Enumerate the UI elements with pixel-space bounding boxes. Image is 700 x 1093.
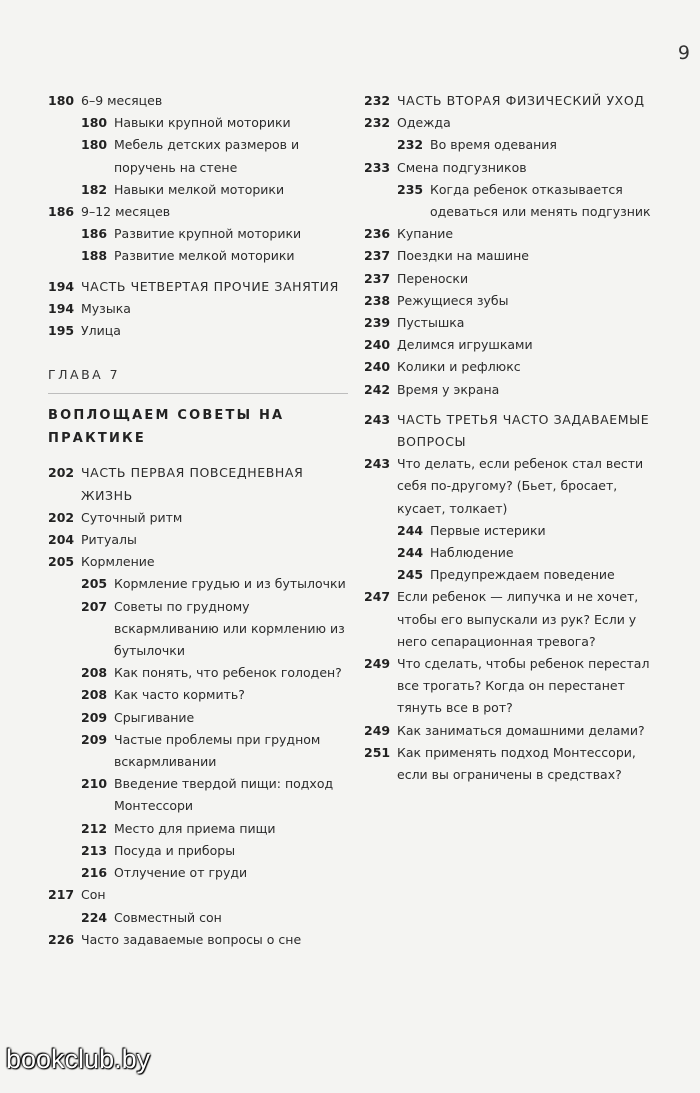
toc-right-column [364, 90, 664, 786]
toc-page-number: 205 [81, 576, 108, 592]
toc-entry [48, 90, 348, 112]
toc-entry-title: Предупреждаем поведение [430, 567, 615, 583]
toc-entry-title: Сон [81, 887, 106, 903]
toc-entry-title: Как часто кормить? [114, 687, 245, 703]
toc-entry-title: ЧАСТЬ ВТОРАЯ ФИЗИЧЕСКИЙ УХОД [397, 93, 645, 108]
toc-page-number: 240 [364, 337, 391, 353]
toc-entry-title: Если ребенок — липучка и не хочет, чтобы его выпускали из рук? Если у него сепарационная тревога? [397, 589, 639, 649]
toc-entry [364, 653, 664, 720]
toc-entry [364, 268, 664, 290]
toc-page-number: 207 [81, 598, 108, 614]
toc-entry [364, 586, 664, 653]
toc-page-number: 235 [397, 181, 424, 197]
toc-entry [48, 529, 348, 551]
chapter-label: ГЛАВА 7 [48, 364, 348, 394]
toc-page-number: 188 [81, 248, 108, 264]
toc-entry-title: Когда ребенок отказывается одеваться или менять подгузник [430, 181, 651, 220]
toc-entry [48, 573, 348, 595]
toc-page-number: 226 [48, 931, 75, 947]
toc-entry-title: Время у экрана [397, 381, 500, 397]
toc-entry [48, 134, 348, 178]
toc-entry [364, 223, 664, 245]
toc-entry [48, 596, 348, 663]
toc-entry-title: Мебель детских размеров и поручень на стене [114, 137, 300, 175]
toc-entry [48, 201, 348, 223]
toc-page-number: 186 [81, 226, 108, 242]
spacer [364, 401, 664, 409]
toc-page-number: 186 [48, 204, 75, 220]
toc-entry [48, 773, 348, 817]
toc-entry-title: Частые проблемы при грудном вскармливании [114, 731, 321, 770]
toc-entry [48, 840, 348, 862]
toc-entry [364, 564, 664, 586]
toc-entry [48, 707, 348, 729]
toc-entry [364, 134, 664, 156]
toc-entry-title: Навыки крупной моторики [114, 115, 291, 131]
toc-page-number: 245 [397, 567, 424, 583]
toc-page-number: 243 [364, 456, 391, 472]
toc-page-number: 244 [397, 545, 424, 561]
toc-entry-title: Колики и рефлюкс [397, 359, 521, 375]
toc-entry-title: Развитие крупной моторики [114, 226, 302, 242]
toc-page-number: 232 [364, 115, 391, 131]
toc-entry [364, 112, 664, 134]
toc-entry [48, 907, 348, 929]
toc-entry-title: Переноски [397, 270, 469, 286]
toc-entry [364, 453, 664, 520]
chapter-title: ВОПЛОЩАЕМ СОВЕТЫ НА ПРАКТИКЕ [48, 408, 285, 447]
toc-page-number: 194 [48, 300, 75, 316]
toc-entry-title: Делимся игрушками [397, 337, 533, 353]
toc-entry-title: Наблюдение [430, 545, 514, 561]
toc-page-number: 251 [364, 744, 391, 760]
toc-page-number: 212 [81, 820, 108, 836]
toc-page-number: 216 [81, 865, 108, 881]
toc-entry [364, 520, 664, 542]
toc-page-number: 213 [81, 842, 108, 858]
toc-entry [364, 290, 664, 312]
toc-entry-title: Первые истерики [430, 522, 546, 538]
toc-page-number: 239 [364, 315, 391, 331]
toc-entry [364, 742, 664, 786]
toc-entry-title: Одежда [397, 115, 451, 131]
toc-entry [48, 662, 348, 684]
toc-page-number: 182 [81, 181, 108, 197]
toc-entry [364, 312, 664, 334]
toc-page-number: 195 [48, 323, 75, 339]
toc-entry-title: Отлучение от груди [114, 865, 248, 881]
toc-entry [48, 507, 348, 529]
toc-part-entry [48, 462, 348, 506]
toc-entry-title: Что делать, если ребенок стал вести себя по-другому? (Бьет, бросает, кусает, толкает) [397, 456, 644, 516]
toc-entry [48, 862, 348, 884]
toc-page-number: 194 [48, 278, 75, 294]
toc-entry-title: Как заниматься домашними делами? [397, 722, 645, 738]
toc-entry [364, 720, 664, 742]
toc-entry [364, 334, 664, 356]
toc-entry [364, 157, 664, 179]
toc-entry-title: Кормление грудью и из бутылочки [114, 576, 346, 592]
toc-entry-title: Суточный ритм [81, 509, 183, 525]
toc-entry [48, 818, 348, 840]
toc-part-entry [364, 409, 664, 453]
toc-page-number: 238 [364, 292, 391, 308]
toc-entry-title: Кормление [81, 554, 155, 570]
page-number: 9 [677, 42, 690, 64]
toc-entry-title: 9–12 месяцев [81, 204, 171, 220]
toc-page-number: 180 [81, 137, 108, 153]
toc-page-number: 242 [364, 381, 391, 397]
toc-entry-title: Часто задаваемые вопросы о сне [81, 931, 302, 947]
toc-entry [364, 356, 664, 378]
toc-page-number: 233 [364, 159, 391, 175]
toc-page-number: 232 [397, 137, 424, 153]
toc-entry-title: ЧАСТЬ ПЕРВАЯ ПОВСЕДНЕВНАЯ ЖИЗНЬ [81, 465, 304, 503]
toc-page-number: 232 [364, 93, 391, 108]
toc-page-number: 180 [48, 93, 75, 108]
toc-entries-after-chapter [48, 462, 348, 950]
toc-page-number: 210 [81, 776, 108, 792]
toc-entry-title: Советы по грудному вскармливанию или кормлению из бутылочки [114, 598, 345, 659]
toc-entry [48, 223, 348, 245]
toc-entry-title: ЧАСТЬ ТРЕТЬЯ ЧАСТО ЗАДАВАЕМЫЕ ВОПРОСЫ [397, 411, 650, 450]
toc-entry-title: Что сделать, чтобы ребенок перестал все трогать? Когда он перестанет тянуть все в рот? [397, 656, 650, 716]
toc-entry-title: Режущиеся зубы [397, 292, 509, 308]
toc-page-number: 208 [81, 687, 108, 703]
toc-page-number: 240 [364, 359, 391, 375]
toc-entry-title: Как понять, что ребенок голоден? [114, 665, 342, 681]
toc-entry [48, 298, 348, 320]
toc-entry-title: Ритуалы [81, 532, 137, 548]
toc-page-number: 249 [364, 656, 391, 672]
toc-page-number: 244 [397, 522, 424, 538]
toc-page-number: 243 [364, 411, 391, 427]
toc-part-entry [48, 276, 348, 298]
toc-entry [48, 245, 348, 267]
toc-page-number: 202 [48, 509, 75, 525]
toc-entry [364, 379, 664, 401]
toc-entry [364, 542, 664, 564]
toc-page-number: 204 [48, 532, 75, 548]
toc-entry [48, 179, 348, 201]
toc-left-column [48, 90, 348, 951]
toc-entry-title: ЧАСТЬ ЧЕТВЕРТАЯ ПРОЧИЕ ЗАНЯТИЯ [81, 278, 339, 294]
toc-entry [48, 551, 348, 573]
toc-entry-title: 6–9 месяцев [81, 93, 163, 108]
toc-page-number: 205 [48, 554, 75, 570]
toc-entry-title: Музыка [81, 300, 131, 316]
toc-page-number: 202 [48, 465, 75, 481]
toc-entry [364, 179, 664, 223]
toc-page-number: 237 [364, 248, 391, 264]
watermark: bookclub.by [6, 1044, 151, 1074]
toc-entry-title: Навыки мелкой моторики [114, 181, 285, 197]
toc-entry-title: Поездки на машине [397, 248, 529, 264]
toc-entry-title: Введение твердой пищи: подход Монтессори [114, 776, 334, 814]
toc-page-number: 209 [81, 731, 108, 747]
toc-entry [48, 684, 348, 706]
toc-page-number: 180 [81, 115, 108, 131]
toc-entries-before-chapter [48, 90, 348, 342]
toc-entry-title: Совместный сон [114, 909, 222, 925]
toc-page-number: 249 [364, 722, 391, 738]
toc-entry-title: Место для приема пищи [114, 820, 276, 836]
toc-entries-right [364, 90, 664, 786]
toc-page-number: 209 [81, 709, 108, 725]
toc-entry-title: Развитие мелкой моторики [114, 248, 295, 264]
toc-entry-title: Улица [81, 323, 121, 339]
toc-entry [48, 320, 348, 342]
toc-entry-title: Пустышка [397, 315, 465, 331]
toc-page-number: 208 [81, 665, 108, 681]
toc-page-number: 217 [48, 887, 75, 903]
toc-part-entry [364, 90, 664, 112]
toc-entry [364, 245, 664, 267]
spacer [48, 268, 348, 276]
toc-entry-title: Во время одевания [430, 137, 557, 153]
toc-entry-title: Посуда и приборы [114, 842, 236, 858]
toc-entry-title: Купание [397, 226, 454, 242]
toc-entry [48, 112, 348, 134]
toc-page-number: 237 [364, 270, 391, 286]
toc-page-number: 236 [364, 226, 391, 242]
toc-page-number: 224 [81, 909, 108, 925]
toc-entry [48, 884, 348, 906]
toc-entry-title: Как применять подход Монтессори, если вы ограничены в средствах? [397, 744, 636, 783]
toc-entry-title: Смена подгузников [397, 159, 527, 175]
toc-page-number: 247 [364, 589, 391, 605]
toc-entry [48, 729, 348, 773]
toc-entry-title: Срыгивание [114, 709, 195, 725]
toc-entry [48, 929, 348, 951]
